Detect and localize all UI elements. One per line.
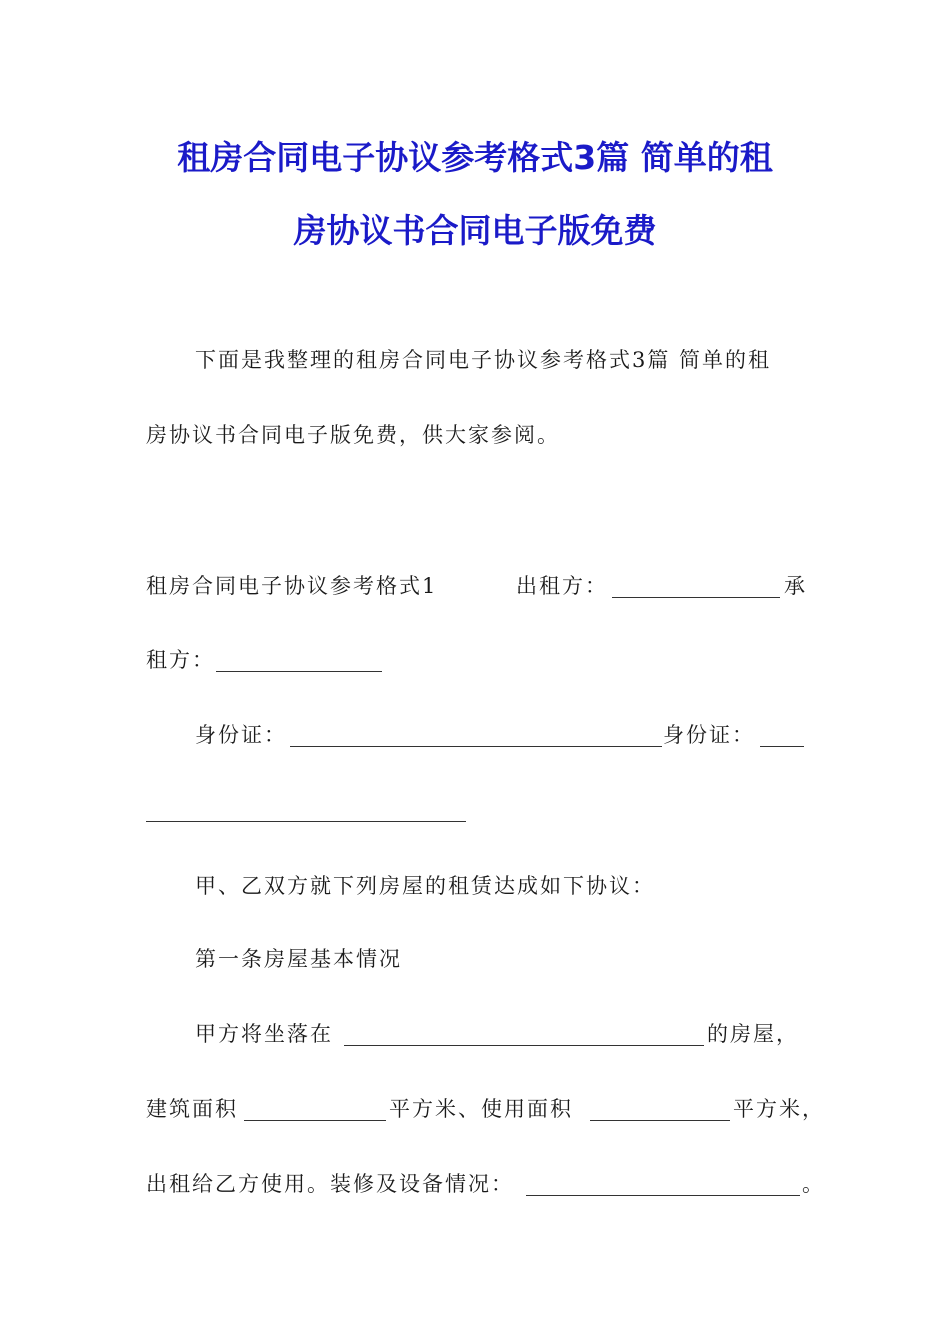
lessee-blank — [216, 670, 382, 672]
area-blank-1 — [244, 1119, 386, 1121]
area-unit-1: 平方米、使用面积 — [389, 1097, 573, 1121]
document-title-line-1: 租房合同电子协议参考格式3篇 简单的租 — [177, 138, 773, 177]
location-suffix: 的房屋， — [707, 1022, 799, 1046]
id-blank-2-continued — [146, 820, 466, 822]
lessor-label: 出租方： — [516, 574, 608, 598]
id-blank-2-start — [760, 745, 804, 747]
lease-end: 。 — [802, 1172, 825, 1196]
agreement-text: 甲、乙双方就下列房屋的租赁达成如下协议： — [195, 874, 655, 898]
lessee-label-part1: 承 — [784, 574, 807, 598]
id-blank-1 — [290, 745, 662, 747]
area-blank-2 — [590, 1119, 730, 1121]
area-label-1: 建筑面积 — [146, 1097, 238, 1121]
lessee-label-part2: 租方： — [146, 648, 215, 672]
location-prefix: 甲方将坐落在 — [195, 1022, 333, 1046]
intro-line-2: 房协议书合同电子版免费，供大家参阅。 — [146, 423, 560, 447]
document-title-line-2: 房协议书合同电子版免费 — [293, 211, 657, 250]
section-heading: 租房合同电子协议参考格式1 — [146, 574, 438, 598]
area-unit-2: 平方米， — [733, 1097, 825, 1121]
intro-line-1: 下面是我整理的租房合同电子协议参考格式3篇 简单的租 — [195, 348, 772, 372]
article-1-title: 第一条房屋基本情况 — [195, 947, 402, 971]
location-blank — [344, 1044, 704, 1046]
equipment-blank — [526, 1194, 800, 1196]
lessor-blank — [612, 596, 780, 598]
id-label-1: 身份证： — [195, 723, 287, 747]
id-label-2: 身份证： — [663, 723, 755, 747]
lease-text: 出租给乙方使用。装修及设备情况： — [146, 1172, 514, 1196]
